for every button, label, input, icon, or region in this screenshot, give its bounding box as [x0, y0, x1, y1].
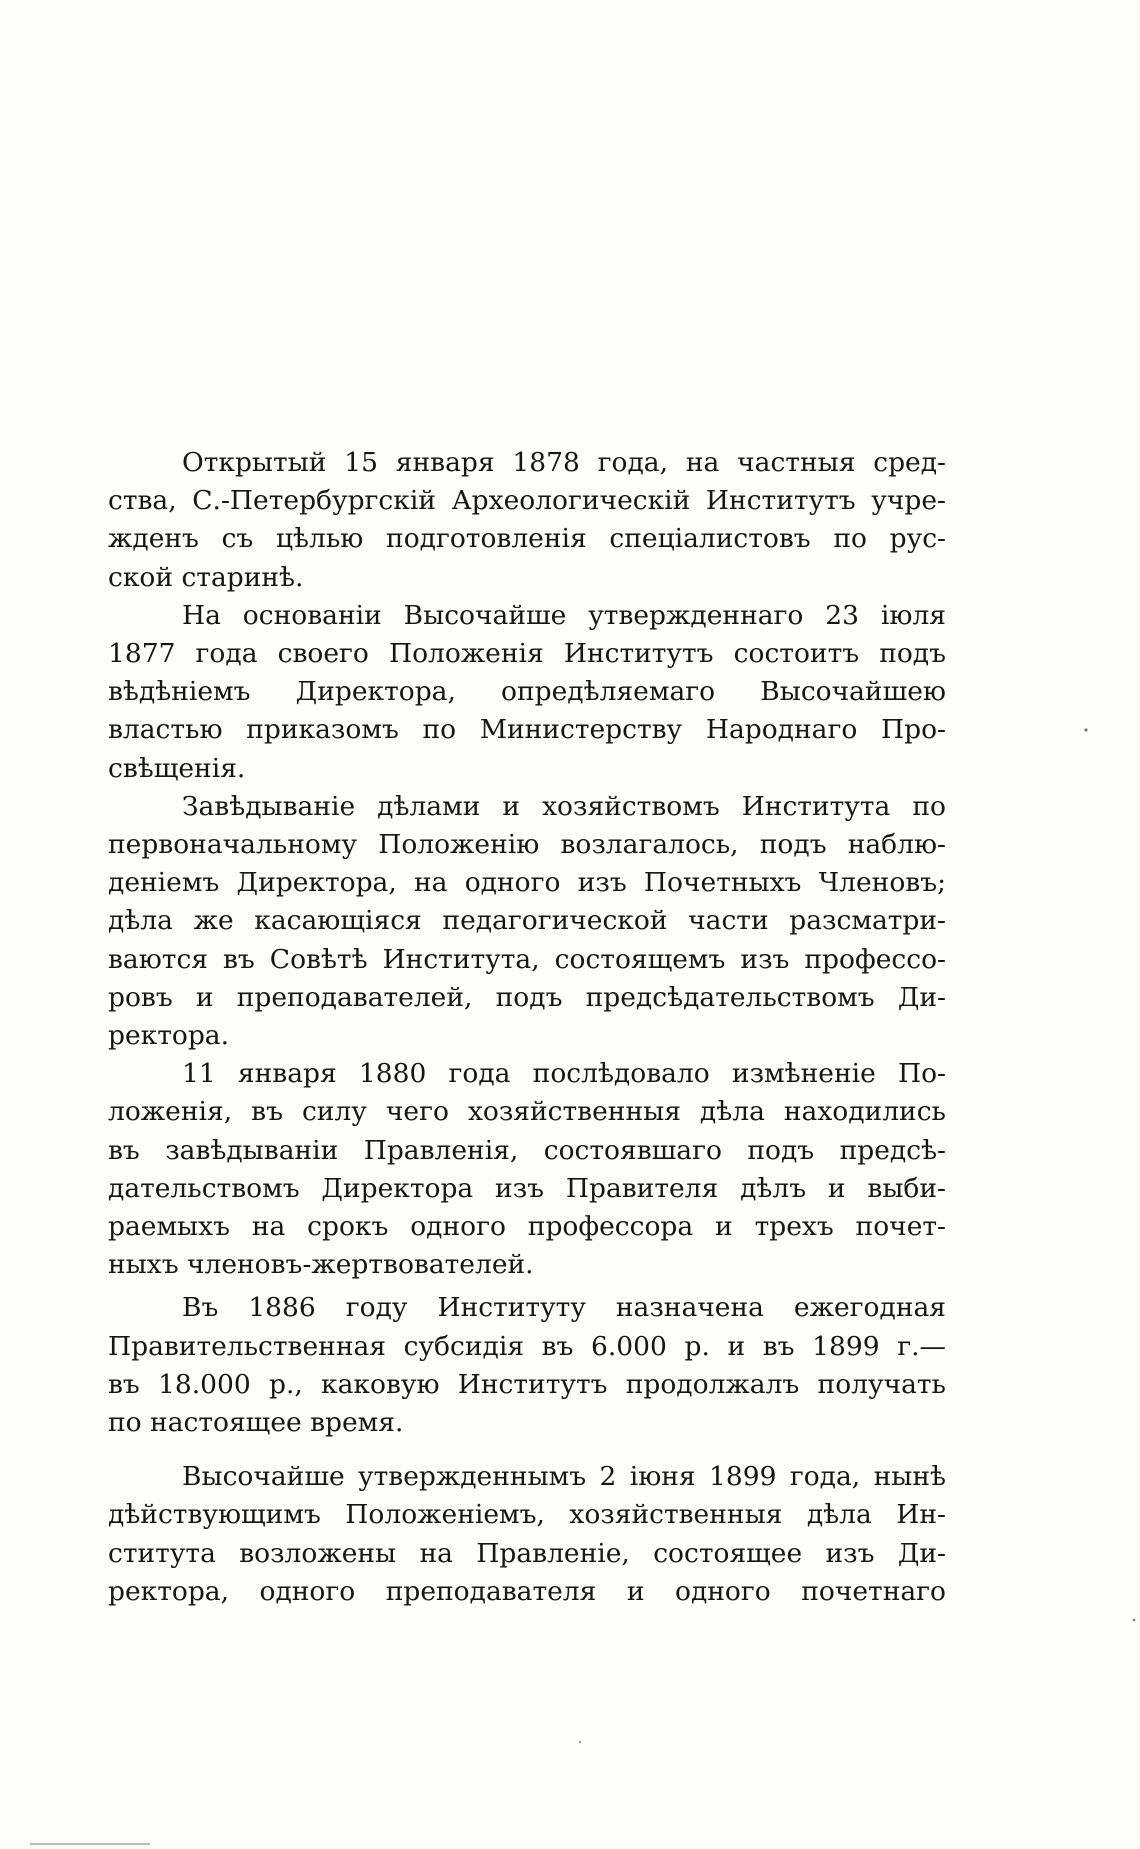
text-line: Правительственная субсидія въ 6.000 р. и въ 1899 г.— [108, 1330, 946, 1362]
body-text [108, 444, 946, 1611]
text-line: деніемъ Директора, на одного изъ Почетныхъ Членовъ; [108, 867, 946, 899]
text-line: ской старинѣ. [108, 561, 304, 593]
text-line: вѣдѣніемъ Директора, опредѣляемаго Высочайшею [108, 676, 946, 708]
text-line: жденъ съ цѣлью подготовленія спеціалистовъ по рус- [108, 523, 946, 555]
text-line: въ завѣдываніи Правленія, состоявшаго подъ предсѣ- [108, 1134, 946, 1166]
text-line: ровъ и преподавателей, подъ предсѣдательствомъ Ди- [108, 981, 946, 1013]
scan-speck [579, 1741, 581, 1743]
text-line: ститута возложены на Правленіе, состоящее изъ Ди- [108, 1537, 946, 1569]
text-line: Высочайше утвержденнымъ 2 іюня 1899 года, нынѣ [182, 1461, 946, 1493]
text-line: въ 18.000 р., каковую Институтъ продолжалъ получать [108, 1368, 946, 1400]
scan-speck [1084, 728, 1087, 731]
text-line: ныхъ членовъ-жертвователей. [108, 1249, 534, 1281]
text-line: дѣйствующимъ Положеніемъ, хозяйственныя дѣла Ин- [108, 1499, 946, 1531]
text-line: 1877 года своего Положенія Институтъ состоитъ подъ [108, 638, 946, 670]
text-line: ложенія, въ силу чего хозяйственныя дѣла находились [108, 1096, 946, 1128]
text-line: ваются въ Совѣтѣ Института, состоящемъ изъ профессо- [108, 943, 946, 975]
text-line: первоначальному Положенію возлагалось, подъ наблю- [108, 829, 946, 861]
text-line: дательствомъ Директора изъ Правителя дѣлъ и выби- [108, 1172, 946, 1204]
text-line: На основаніи Высочайше утвержденнаго 23 іюля [182, 599, 946, 631]
text-line: по настоящее время. [108, 1407, 404, 1439]
text-line: ректора, одного преподавателя и одного почетнаго [108, 1575, 946, 1607]
text-line: 11 января 1880 года послѣдовало измѣненіе По- [182, 1058, 946, 1090]
scan-speck [1133, 1619, 1136, 1622]
text-line: Въ 1886 году Институту назначена ежегодная [182, 1292, 946, 1324]
text-line: свѣщенія. [108, 752, 246, 784]
text-line: раемыхъ на срокъ одного профессора и трехъ почет- [108, 1211, 946, 1243]
text-line: дѣла же касающіяся педагогической части разсматри- [108, 905, 946, 937]
text-line: Завѣдываніе дѣлами и хозяйствомъ Института по [182, 790, 946, 822]
text-line: ректора. [108, 1020, 230, 1052]
scan-speck [30, 1843, 150, 1845]
text-line: Открытый 15 января 1878 года, на частныя сред- [182, 447, 946, 478]
text-line: ства, С.-Петербургскій Археологическій Институтъ учре- [108, 485, 946, 517]
text-line: властью приказомъ по Министерству Народнаго Про- [108, 714, 946, 746]
